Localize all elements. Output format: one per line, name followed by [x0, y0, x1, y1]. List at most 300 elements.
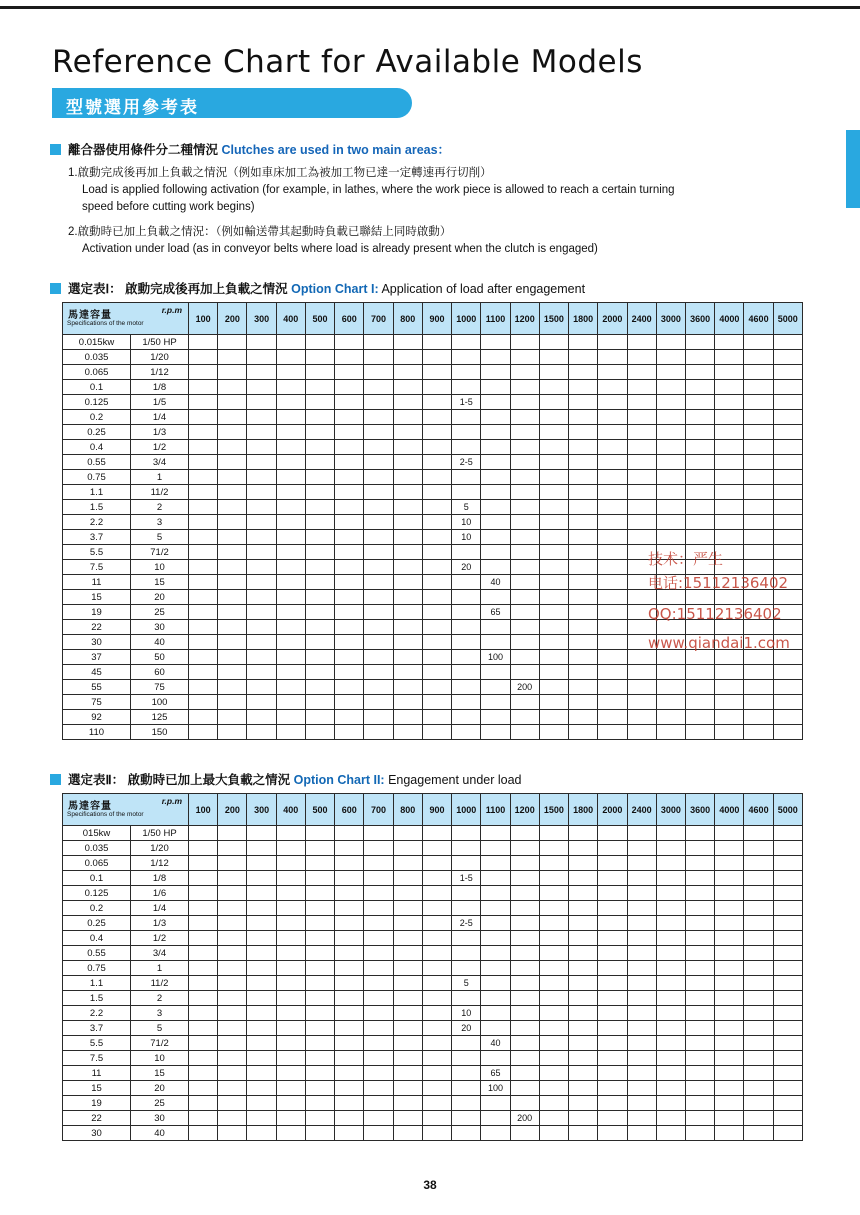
grid-cell — [598, 871, 627, 886]
grid-cell — [627, 1066, 656, 1081]
grid-cell: 10 — [452, 515, 481, 530]
grid-cell — [510, 1051, 539, 1066]
grid-cell — [335, 1096, 364, 1111]
grid-cell — [569, 871, 598, 886]
grid-cell — [773, 976, 802, 991]
grid-cell — [627, 530, 656, 545]
grid-cell — [422, 470, 451, 485]
grid-cell — [685, 1021, 714, 1036]
grid-cell — [393, 650, 422, 665]
grid-cell — [744, 1036, 773, 1051]
table-row — [63, 916, 803, 931]
grid-cell — [247, 500, 276, 515]
rpm-column-header-1100: 1100 — [481, 794, 510, 826]
grid-cell — [481, 440, 510, 455]
grid-cell — [773, 856, 802, 871]
grid-cell — [773, 605, 802, 620]
grid-cell — [452, 1036, 481, 1051]
grid-cell — [773, 425, 802, 440]
grid-cell — [569, 1111, 598, 1126]
grid-cell — [218, 725, 247, 740]
grid-cell — [422, 1051, 451, 1066]
grid-cell — [364, 485, 393, 500]
grid-cell — [539, 410, 568, 425]
grid-cell — [569, 841, 598, 856]
motor-capacity-kw: 7.5 — [63, 560, 131, 575]
intro-item-1 — [68, 165, 828, 216]
grid-cell — [335, 901, 364, 916]
rpm-column-header-400: 400 — [276, 794, 305, 826]
grid-cell — [510, 961, 539, 976]
motor-capacity-hp: 1/6 — [131, 886, 189, 901]
grid-cell — [481, 946, 510, 961]
grid-cell — [685, 901, 714, 916]
grid-cell — [656, 635, 685, 650]
intro-item-2-en: Activation under load (as in conveyor belts where load is already present when the clutch is engaged) — [82, 243, 598, 255]
rpm-column-header-1000: 1000 — [452, 794, 481, 826]
grid-cell — [715, 350, 744, 365]
grid-cell — [773, 710, 802, 725]
grid-cell — [364, 575, 393, 590]
grid-cell — [422, 1111, 451, 1126]
grid-cell — [598, 590, 627, 605]
grid-cell — [539, 560, 568, 575]
table-row — [63, 530, 803, 545]
grid-cell — [569, 1126, 598, 1141]
motor-capacity-hp: 2 — [131, 500, 189, 515]
grid-cell — [393, 635, 422, 650]
grid-cell — [452, 380, 481, 395]
motor-capacity-hp: 1/12 — [131, 365, 189, 380]
grid-cell — [276, 826, 305, 841]
motor-capacity-hp: 25 — [131, 1096, 189, 1111]
grid-cell — [218, 1051, 247, 1066]
intro-item-1-zh: 1.啟動完成後再加上負載之情況（例如車床加工為被加工物已達一定轉速再行切削） — [68, 167, 492, 179]
grid-cell: 1-5 — [452, 871, 481, 886]
grid-cell — [539, 485, 568, 500]
grid-cell — [189, 515, 218, 530]
grid-cell — [422, 710, 451, 725]
grid-cell — [218, 335, 247, 350]
motor-capacity-hp: 1/8 — [131, 380, 189, 395]
grid-cell — [627, 395, 656, 410]
grid-cell — [715, 1066, 744, 1081]
grid-cell — [276, 530, 305, 545]
grid-cell — [218, 470, 247, 485]
grid-cell — [598, 886, 627, 901]
grid-cell — [685, 916, 714, 931]
rpm-column-header-3000: 3000 — [656, 303, 685, 335]
motor-capacity-kw: 15 — [63, 590, 131, 605]
grid-cell — [598, 635, 627, 650]
grid-cell — [452, 650, 481, 665]
grid-cell — [656, 946, 685, 961]
grid-cell — [305, 395, 334, 410]
rpm-column-header-1500: 1500 — [539, 794, 568, 826]
grid-cell — [393, 841, 422, 856]
grid-cell — [627, 485, 656, 500]
grid-cell — [422, 826, 451, 841]
grid-cell — [656, 455, 685, 470]
motor-capacity-kw: 0.1 — [63, 380, 131, 395]
grid-cell — [539, 515, 568, 530]
motor-capacity-hp: 1/8 — [131, 871, 189, 886]
grid-cell — [335, 545, 364, 560]
motor-capacity-hp: 150 — [131, 725, 189, 740]
grid-cell — [335, 350, 364, 365]
motor-capacity-kw: 0.2 — [63, 901, 131, 916]
motor-capacity-hp: 10 — [131, 1051, 189, 1066]
grid-cell — [569, 560, 598, 575]
grid-cell — [627, 886, 656, 901]
grid-cell — [539, 856, 568, 871]
grid-cell — [773, 871, 802, 886]
grid-cell — [335, 650, 364, 665]
grid-cell — [335, 635, 364, 650]
grid-cell — [598, 991, 627, 1006]
grid-cell: 65 — [481, 605, 510, 620]
grid-cell — [598, 695, 627, 710]
motor-capacity-kw: 0.2 — [63, 410, 131, 425]
grid-cell — [218, 841, 247, 856]
grid-cell — [189, 665, 218, 680]
grid-cell — [335, 1051, 364, 1066]
grid-cell — [627, 725, 656, 740]
grid-cell — [189, 395, 218, 410]
grid-cell — [744, 901, 773, 916]
grid-cell — [744, 455, 773, 470]
table-row — [63, 991, 803, 1006]
motor-capacity-kw: 30 — [63, 635, 131, 650]
grid-cell — [452, 1126, 481, 1141]
grid-cell — [305, 886, 334, 901]
grid-cell — [364, 560, 393, 575]
grid-cell — [247, 1066, 276, 1081]
grid-cell — [393, 605, 422, 620]
grid-cell — [744, 1051, 773, 1066]
grid-cell — [598, 620, 627, 635]
grid-cell — [569, 856, 598, 871]
grid-cell — [305, 1066, 334, 1081]
grid-cell — [364, 841, 393, 856]
grid-cell — [569, 710, 598, 725]
grid-cell — [715, 1096, 744, 1111]
grid-cell — [218, 961, 247, 976]
grid-cell — [364, 470, 393, 485]
grid-cell — [715, 500, 744, 515]
grid-cell — [481, 560, 510, 575]
grid-cell — [247, 841, 276, 856]
grid-cell — [364, 961, 393, 976]
grid-cell — [364, 1006, 393, 1021]
grid-cell — [627, 665, 656, 680]
rpm-column-header-4000: 4000 — [715, 794, 744, 826]
grid-cell — [422, 365, 451, 380]
grid-cell — [627, 841, 656, 856]
grid-cell — [685, 856, 714, 871]
grid-cell — [715, 901, 744, 916]
grid-cell — [656, 725, 685, 740]
grid-cell — [685, 961, 714, 976]
grid-cell — [218, 976, 247, 991]
rpm-column-header-2000: 2000 — [598, 794, 627, 826]
grid-cell — [452, 620, 481, 635]
grid-cell — [452, 826, 481, 841]
grid-cell — [422, 440, 451, 455]
grid-cell — [218, 680, 247, 695]
table-corner-header — [63, 303, 189, 335]
motor-capacity-hp: 11/2 — [131, 976, 189, 991]
grid-cell — [247, 380, 276, 395]
grid-cell — [276, 395, 305, 410]
rpm-column-header-500: 500 — [305, 794, 334, 826]
grid-cell — [773, 365, 802, 380]
grid-cell — [422, 665, 451, 680]
grid-cell — [656, 665, 685, 680]
grid-cell — [422, 1096, 451, 1111]
grid-cell — [510, 365, 539, 380]
grid-cell — [364, 901, 393, 916]
grid-cell — [393, 961, 422, 976]
motor-capacity-hp: 1/12 — [131, 856, 189, 871]
grid-cell — [744, 530, 773, 545]
table-row — [63, 1036, 803, 1051]
grid-cell — [773, 1111, 802, 1126]
grid-cell — [539, 725, 568, 740]
table-row — [63, 635, 803, 650]
grid-cell — [685, 455, 714, 470]
motor-capacity-hp: 71/2 — [131, 1036, 189, 1051]
grid-cell — [510, 530, 539, 545]
grid-cell — [627, 605, 656, 620]
grid-cell — [393, 901, 422, 916]
grid-cell — [393, 1111, 422, 1126]
grid-cell — [335, 530, 364, 545]
grid-cell — [218, 620, 247, 635]
grid-cell — [744, 485, 773, 500]
grid-cell — [569, 901, 598, 916]
grid-cell — [773, 1006, 802, 1021]
grid-cell — [510, 545, 539, 560]
motor-capacity-hp: 40 — [131, 1126, 189, 1141]
grid-cell — [452, 545, 481, 560]
grid-cell — [539, 545, 568, 560]
grid-cell — [539, 1006, 568, 1021]
grid-cell — [305, 635, 334, 650]
table-row — [63, 901, 803, 916]
table-row — [63, 961, 803, 976]
grid-cell — [539, 1096, 568, 1111]
grid-cell — [627, 695, 656, 710]
grid-cell — [627, 826, 656, 841]
chart2-label — [50, 770, 522, 788]
grid-cell — [744, 410, 773, 425]
grid-cell — [773, 1066, 802, 1081]
motor-capacity-hp: 60 — [131, 665, 189, 680]
grid-cell — [656, 620, 685, 635]
grid-cell — [773, 590, 802, 605]
grid-cell — [685, 560, 714, 575]
grid-cell — [627, 455, 656, 470]
grid-cell — [715, 515, 744, 530]
grid-cell — [656, 1021, 685, 1036]
grid-cell — [247, 826, 276, 841]
chart2-label-en-norm: Engagement under load — [384, 773, 522, 787]
grid-cell — [335, 1066, 364, 1081]
grid-cell — [744, 365, 773, 380]
grid-cell — [305, 545, 334, 560]
grid-cell — [656, 560, 685, 575]
grid-cell — [569, 575, 598, 590]
motor-capacity-kw: 0.25 — [63, 425, 131, 440]
grid-cell — [715, 1036, 744, 1051]
grid-cell — [364, 545, 393, 560]
grid-cell — [247, 1111, 276, 1126]
grid-cell — [773, 695, 802, 710]
grid-cell — [305, 916, 334, 931]
grid-cell — [247, 1006, 276, 1021]
grid-cell — [305, 1036, 334, 1051]
table-row — [63, 665, 803, 680]
grid-cell — [569, 455, 598, 470]
grid-cell — [539, 931, 568, 946]
grid-cell — [656, 1081, 685, 1096]
grid-cell — [276, 575, 305, 590]
table-row — [63, 1111, 803, 1126]
grid-cell — [364, 1036, 393, 1051]
corner-label-zh: 馬達容量 — [68, 310, 112, 321]
grid-cell — [481, 485, 510, 500]
grid-cell — [481, 1006, 510, 1021]
grid-cell — [481, 871, 510, 886]
motor-capacity-kw: 015kw — [63, 826, 131, 841]
grid-cell — [656, 991, 685, 1006]
grid-cell — [189, 605, 218, 620]
grid-cell — [247, 335, 276, 350]
motor-capacity-kw: 15 — [63, 1081, 131, 1096]
grid-cell: 5 — [452, 500, 481, 515]
option-chart-i-table — [62, 302, 803, 740]
grid-cell — [773, 991, 802, 1006]
grid-cell — [305, 961, 334, 976]
grid-cell — [276, 1036, 305, 1051]
grid-cell — [598, 545, 627, 560]
grid-cell — [305, 856, 334, 871]
grid-cell — [744, 335, 773, 350]
grid-cell — [773, 620, 802, 635]
grid-cell — [510, 620, 539, 635]
grid-cell — [773, 470, 802, 485]
grid-cell — [218, 826, 247, 841]
grid-cell — [656, 515, 685, 530]
grid-cell — [685, 410, 714, 425]
grid-cell — [393, 871, 422, 886]
grid-cell — [335, 695, 364, 710]
chart1-label-en-norm: Application of load after engagement — [378, 282, 586, 296]
rpm-column-header-300: 300 — [247, 794, 276, 826]
rpm-column-header-3600: 3600 — [685, 794, 714, 826]
motor-capacity-kw: 2.2 — [63, 1006, 131, 1021]
motor-capacity-kw: 0.035 — [63, 841, 131, 856]
grid-cell — [276, 335, 305, 350]
grid-cell — [773, 515, 802, 530]
grid-cell — [422, 695, 451, 710]
grid-cell — [744, 350, 773, 365]
option-chart-ii-table — [62, 793, 803, 1141]
grid-cell — [481, 826, 510, 841]
grid-cell — [276, 380, 305, 395]
rpm-column-header-4600: 4600 — [744, 794, 773, 826]
grid-cell — [656, 650, 685, 665]
grid-cell — [744, 440, 773, 455]
grid-cell — [481, 1096, 510, 1111]
grid-cell — [247, 931, 276, 946]
grid-cell — [452, 365, 481, 380]
grid-cell — [481, 590, 510, 605]
grid-cell — [510, 826, 539, 841]
grid-cell — [481, 335, 510, 350]
table-row — [63, 455, 803, 470]
chart2-label-zh: 選定表Ⅱ： 啟動時已加上最大負載之情況 — [68, 773, 291, 787]
grid-cell — [656, 395, 685, 410]
grid-cell — [627, 620, 656, 635]
grid-cell — [422, 560, 451, 575]
grid-cell — [656, 976, 685, 991]
grid-cell — [481, 620, 510, 635]
grid-cell — [744, 545, 773, 560]
grid-cell — [276, 991, 305, 1006]
table-row — [63, 931, 803, 946]
motor-capacity-hp: 71/2 — [131, 545, 189, 560]
grid-cell — [218, 560, 247, 575]
grid-cell — [744, 500, 773, 515]
grid-cell — [744, 991, 773, 1006]
grid-cell — [510, 410, 539, 425]
grid-cell — [539, 335, 568, 350]
grid-cell — [773, 665, 802, 680]
motor-capacity-hp: 5 — [131, 530, 189, 545]
grid-cell — [452, 841, 481, 856]
grid-cell — [744, 380, 773, 395]
rpm-column-header-3600: 3600 — [685, 303, 714, 335]
grid-cell — [598, 680, 627, 695]
grid-cell — [569, 680, 598, 695]
grid-cell — [393, 485, 422, 500]
grid-cell — [539, 500, 568, 515]
grid-cell — [452, 946, 481, 961]
grid-cell — [598, 901, 627, 916]
grid-cell — [627, 440, 656, 455]
motor-capacity-kw: 0.75 — [63, 470, 131, 485]
grid-cell — [510, 425, 539, 440]
grid-cell — [744, 1081, 773, 1096]
grid-cell — [539, 1021, 568, 1036]
grid-cell — [452, 901, 481, 916]
grid-cell — [598, 710, 627, 725]
grid-cell — [510, 485, 539, 500]
grid-cell — [364, 826, 393, 841]
grid-cell — [422, 575, 451, 590]
table-row — [63, 425, 803, 440]
grid-cell — [569, 635, 598, 650]
grid-cell — [627, 515, 656, 530]
grid-cell — [305, 680, 334, 695]
rpm-column-header-4600: 4600 — [744, 303, 773, 335]
grid-cell — [305, 931, 334, 946]
grid-cell — [744, 560, 773, 575]
grid-cell — [539, 1036, 568, 1051]
table-row — [63, 545, 803, 560]
